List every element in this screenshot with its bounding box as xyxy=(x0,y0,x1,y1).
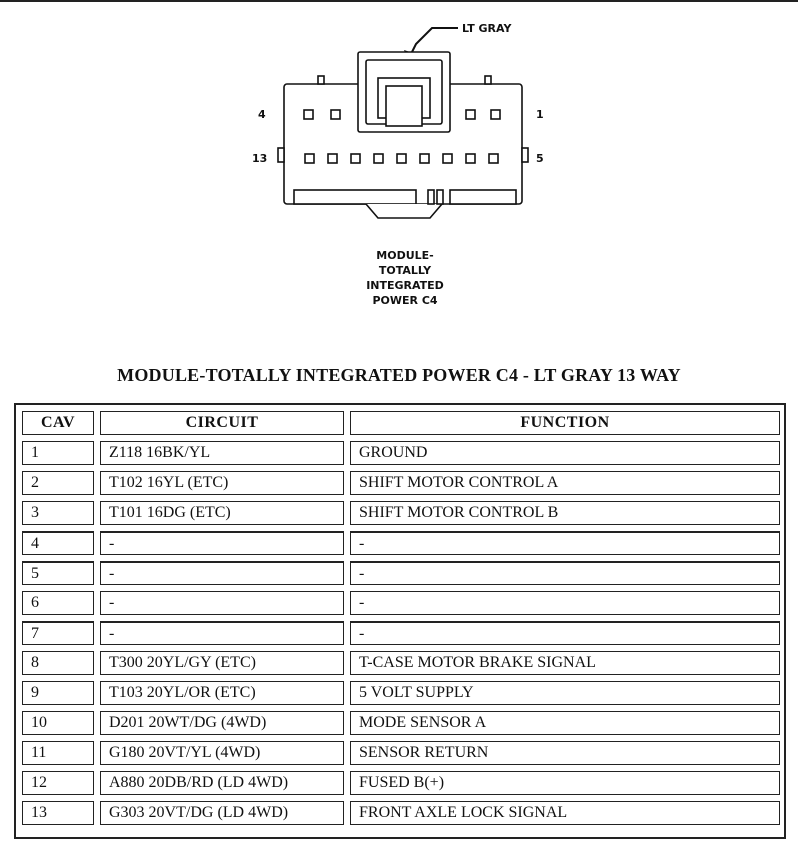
function-cell: - xyxy=(350,621,780,645)
module-label xyxy=(340,248,470,308)
cav-cell: 3 xyxy=(22,501,94,525)
cav-cell: 9 xyxy=(22,681,94,705)
bottom-row-pins xyxy=(305,154,498,163)
function-cell: FUSED B(+) xyxy=(350,771,780,795)
cav-cell: 12 xyxy=(22,771,94,795)
circuit-cell: G180 20VT/YL (4WD) xyxy=(100,741,344,765)
function-cell: T-CASE MOTOR BRAKE SIGNAL xyxy=(350,651,780,675)
cav-cell: 5 xyxy=(22,561,94,585)
function-cell: 5 VOLT SUPPLY xyxy=(350,681,780,705)
circuit-cell: T300 20YL/GY (ETC) xyxy=(100,651,344,675)
table-row xyxy=(16,797,784,827)
cav-cell: 2 xyxy=(22,471,94,495)
cavity-label-5: 5 xyxy=(536,152,544,165)
function-cell: GROUND xyxy=(350,441,780,465)
cav-cell: 4 xyxy=(22,531,94,555)
circuit-cell: Z118 16BK/YL xyxy=(100,441,344,465)
module-label-line: MODULE- xyxy=(376,249,434,262)
header-circuit: CIRCUIT xyxy=(100,411,344,435)
function-cell: - xyxy=(350,531,780,555)
table-row xyxy=(16,467,784,497)
module-label-line: POWER C4 xyxy=(372,294,438,307)
cavity-label-4: 4 xyxy=(258,108,266,121)
table-row xyxy=(16,617,784,647)
function-cell: - xyxy=(350,591,780,615)
header-cav: CAV xyxy=(22,411,94,435)
cav-cell: 13 xyxy=(22,801,94,825)
table-row xyxy=(16,557,784,587)
circuit-cell: T103 20YL/OR (ETC) xyxy=(100,681,344,705)
circuit-cell: - xyxy=(100,621,344,645)
circuit-cell: - xyxy=(100,531,344,555)
pinout-table xyxy=(14,403,786,839)
function-cell: SHIFT MOTOR CONTROL A xyxy=(350,471,780,495)
cav-cell: 11 xyxy=(22,741,94,765)
wire-color-pointer xyxy=(412,28,458,52)
connector-body xyxy=(278,52,528,218)
cav-cell: 10 xyxy=(22,711,94,735)
table-row xyxy=(16,587,784,617)
table-header-row xyxy=(16,407,784,437)
function-cell: - xyxy=(350,561,780,585)
circuit-cell: T101 16DG (ETC) xyxy=(100,501,344,525)
function-cell: MODE SENSOR A xyxy=(350,711,780,735)
wire-color-label: LT GRAY xyxy=(462,22,512,35)
table-row xyxy=(16,437,784,467)
circuit-cell: A880 20DB/RD (LD 4WD) xyxy=(100,771,344,795)
table-row xyxy=(16,767,784,797)
page-title: MODULE-TOTALLY INTEGRATED POWER C4 - LT GRAY 13 WAY xyxy=(117,365,681,385)
cav-cell: 7 xyxy=(22,621,94,645)
function-cell: SENSOR RETURN xyxy=(350,741,780,765)
function-cell: FRONT AXLE LOCK SIGNAL xyxy=(350,801,780,825)
cav-cell: 6 xyxy=(22,591,94,615)
table-row xyxy=(16,497,784,527)
circuit-cell: - xyxy=(100,561,344,585)
cav-cell: 1 xyxy=(22,441,94,465)
circuit-cell: - xyxy=(100,591,344,615)
circuit-cell: T102 16YL (ETC) xyxy=(100,471,344,495)
header-function: FUNCTION xyxy=(350,411,780,435)
table-row xyxy=(16,677,784,707)
table-row xyxy=(16,527,784,557)
module-label-line: INTEGRATED xyxy=(366,279,444,292)
module-label-line: TOTALLY xyxy=(378,264,432,277)
circuit-cell: G303 20VT/DG (LD 4WD) xyxy=(100,801,344,825)
cavity-label-13: 13 xyxy=(252,152,268,165)
table-row xyxy=(16,707,784,737)
table-row xyxy=(16,737,784,767)
cav-cell: 8 xyxy=(22,651,94,675)
cavity-label-1: 1 xyxy=(536,108,544,121)
table-row xyxy=(16,647,784,677)
circuit-cell: D201 20WT/DG (4WD) xyxy=(100,711,344,735)
function-cell: SHIFT MOTOR CONTROL B xyxy=(350,501,780,525)
